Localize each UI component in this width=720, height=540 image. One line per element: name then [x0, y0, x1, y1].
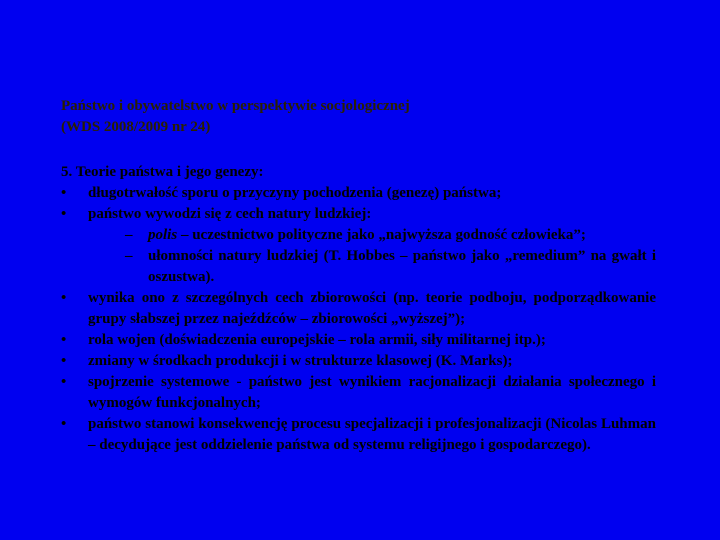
slide-content — [61, 162, 656, 456]
bullet-text: wynika ono z szczególnych cech zbiorowości (np. teorie podboju, podporządkowanie grupy słabszej przez najeźdźców – zbiorowości „wyższej”); — [88, 290, 656, 327]
bullet-item-1 — [61, 183, 656, 204]
bullet-item-5 — [61, 351, 656, 372]
bullet-icon: • — [61, 332, 67, 348]
title-line-1: Państwo i obywatelstwo w perspektywie socjologicznej — [61, 98, 410, 114]
bullet-text: państwo stanowi konsekwencję procesu specjalizacji i profesjonalizacji (Nicolas Luhman – decydujące jest oddzielenie państwa od systemu religijnego i gospodarczego). — [88, 416, 656, 453]
bullet-item-3 — [61, 288, 656, 330]
section-heading: 5. Teorie państwa i jego genezy: — [61, 164, 264, 180]
sub-text-italic: polis — [148, 227, 178, 243]
sub-item-2 — [125, 246, 656, 288]
bullet-text: państwo wywodzi się z cech natury ludzkiej: — [88, 206, 372, 222]
slide-title — [61, 96, 661, 138]
bullet-text: rola wojen (doświadczenia europejskie – rola armii, siły militarnej itp.); — [88, 332, 546, 348]
bullet-item-4 — [61, 330, 656, 351]
sub-list — [88, 225, 656, 288]
bullet-icon: • — [61, 185, 67, 201]
bullet-icon: • — [61, 206, 67, 222]
bullet-item-2 — [61, 204, 656, 288]
sub-item-1 — [125, 225, 656, 246]
bullet-text: długotrwałość sporu o przyczyny pochodzenia (genezę) państwa; — [88, 185, 502, 201]
bullet-text: zmiany w środkach produkcji i w strukturze klasowej (K. Marks); — [88, 353, 513, 369]
bullet-icon: • — [61, 374, 67, 390]
bullet-list — [61, 183, 656, 456]
bullet-text: spojrzenie systemowe - państwo jest wynikiem racjonalizacji działania społecznego i wymogów funkcjonalnych; — [88, 374, 656, 411]
title-line-2: (WDS 2008/2009 nr 24) — [61, 119, 211, 135]
sub-text: ułomności natury ludzkiej (T. Hobbes – państwo jako „remedium” na gwałt i oszustwa). — [148, 248, 656, 285]
bullet-item-6 — [61, 372, 656, 414]
bullet-icon: • — [61, 416, 67, 432]
bullet-icon: • — [61, 290, 67, 306]
sub-text: – uczestnictwo polityczne jako „najwyższa godność człowieka”; — [177, 227, 586, 243]
bullet-item-7 — [61, 414, 656, 456]
dash-icon: – — [125, 227, 133, 243]
dash-icon: – — [125, 248, 133, 264]
bullet-icon: • — [61, 353, 67, 369]
